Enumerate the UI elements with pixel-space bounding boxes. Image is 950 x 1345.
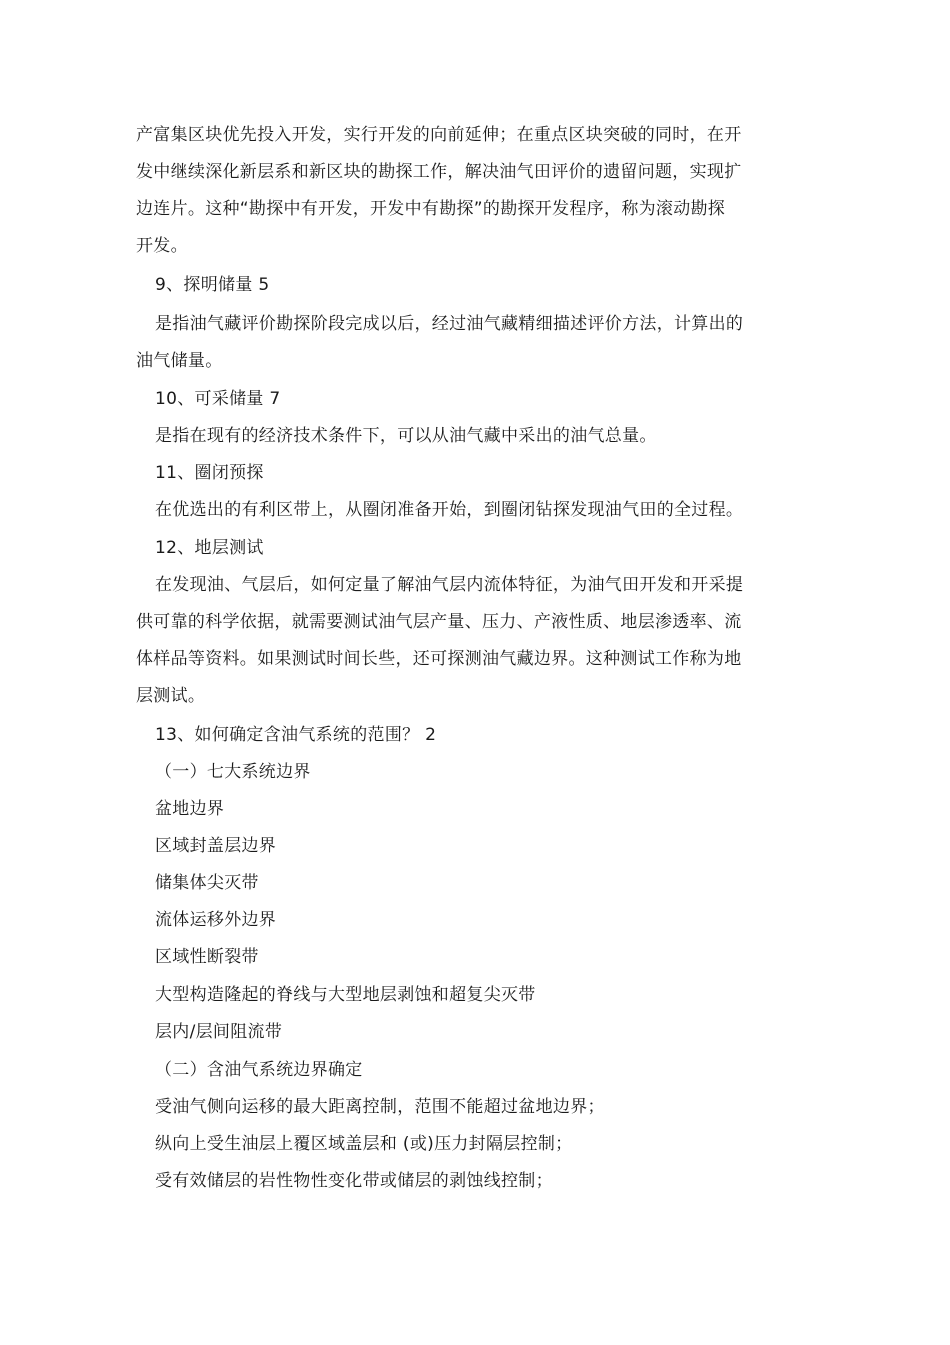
item-13-title: 13、如何确定含油气系统的范围？ 2 [155,725,437,745]
section-1-title: （一）七大系统边界 [155,762,311,782]
list-item: 大型构造隆起的脊线与大型地层剥蚀和超复尖灭带 [155,985,536,1005]
list-item: 区域性断裂带 [155,947,259,967]
list-item: 层内/层间阻流带 [155,1022,283,1042]
section-2-title: （二）含油气系统边界确定 [155,1060,363,1080]
paragraph-line: 发中继续深化新层系和新区块的勘探工作，解决油气田评价的遗留问题，实现扩 [136,162,742,182]
item-12-title: 12、地层测试 [155,538,264,558]
paragraph-line: 边连片。这种“勘探中有开发，开发中有勘探”的勘探开发程序，称为滚动勘探 [136,199,726,219]
paragraph-line: 层测试。 [136,686,206,706]
list-item: 受油气侧向运移的最大距离控制，范围不能超过盆地边界； [155,1097,605,1117]
paragraph-line: 是指油气藏评价勘探阶段完成以后，经过油气藏精细描述评价方法，计算出的 [155,314,744,334]
paragraph-line: 油气储量。 [136,351,223,371]
list-item: 区域封盖层边界 [155,836,277,856]
paragraph-line: 在发现油、气层后，如何定量了解油气层内流体特征，为油气田开发和开采提 [155,575,744,595]
list-item: 储集体尖灭带 [155,873,259,893]
item-11-title: 11、圈闭预探 [155,463,264,483]
item-9-title: 9、探明储量 5 [155,275,270,295]
list-item: 盆地边界 [155,799,225,819]
paragraph-line: 在优选出的有利区带上，从圈闭准备开始，到圈闭钻探发现油气田的全过程。 [155,500,744,520]
list-item: 受有效储层的岩性物性变化带或储层的剥蚀线控制； [155,1171,553,1191]
paragraph-line: 供可靠的科学依据，就需要测试油气层产量、压力、产液性质、地层渗透率、流 [136,612,742,632]
paragraph-line: 开发。 [136,236,188,256]
paragraph-line: 是指在现有的经济技术条件下，可以从油气藏中采出的油气总量。 [155,426,657,446]
paragraph-line: 产富集区块优先投入开发，实行开发的向前延伸；在重点区块突破的同时，在开 [136,125,742,145]
list-item: 流体运移外边界 [155,910,277,930]
item-10-title: 10、可采储量 7 [155,389,281,409]
paragraph-line: 体样品等资料。如果测试时间长些，还可探测油气藏边界。这种测试工作称为地 [136,649,742,669]
list-item: 纵向上受生油层上覆区域盖层和 (或)压力封隔层控制； [155,1134,573,1154]
